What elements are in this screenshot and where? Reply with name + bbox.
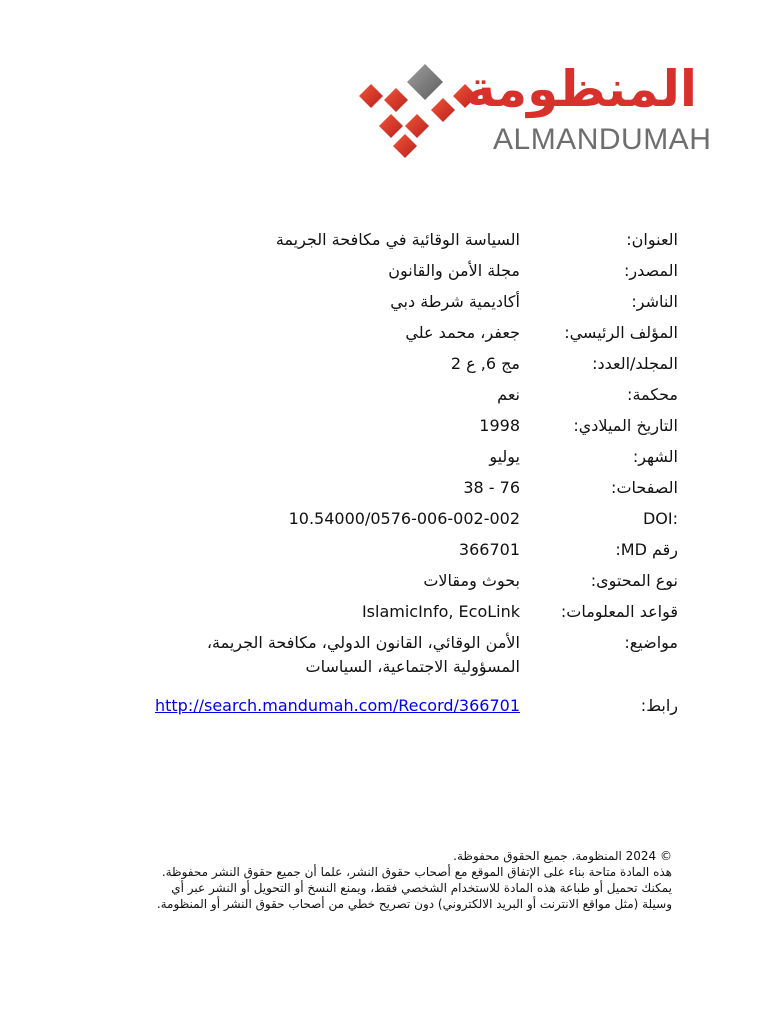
metadata-row-volume-issue <box>100 349 690 380</box>
logo-tile-red <box>431 98 455 122</box>
usage-line: يمكنك تحميل أو طباعة هذه المادة للاستخدام الشخصي فقط، ويمنع النسخ أو التحويل أو النشر عبر أي <box>171 881 672 895</box>
publisher-value: أكاديمية شرطة دبي <box>390 292 520 311</box>
record-metadata <box>100 225 690 722</box>
pages-value: 38 - 76 <box>463 478 520 497</box>
rights-line: هذه المادة متاحة بناء على الإتفاق الموقع مع أصحاب حقوق النشر، علما أن جميع حقوق النشر محفوظة. <box>161 865 672 879</box>
logo-arabic-wordmark: المنظومة <box>465 60 697 118</box>
metadata-row-peer-reviewed <box>100 380 690 411</box>
logo-tile-red <box>359 84 383 108</box>
metadata-row-source <box>100 256 690 287</box>
year-value: 1998 <box>479 416 520 435</box>
metadata-row-pages <box>100 473 690 504</box>
title-value: السياسة الوقائية في مكافحة الجريمة <box>275 230 520 249</box>
title-label: العنوان: <box>626 230 678 249</box>
logo-tile-red <box>405 114 429 138</box>
publisher-label: الناشر: <box>631 292 678 311</box>
year-label: التاريخ الميلادي: <box>573 416 678 435</box>
metadata-row-month <box>100 442 690 473</box>
metadata-row-link <box>100 691 690 722</box>
logo-latin-wordmark: ALMANDUMAH <box>493 123 712 156</box>
record-link[interactable]: http://search.mandumah.com/Record/366701 <box>154 696 520 715</box>
peer-reviewed-value: نعم <box>497 385 520 404</box>
metadata-row-databases <box>100 597 690 628</box>
subjects-line-1: الأمن الوقائي، القانون الدولي، مكافحة الجريمة، <box>206 633 520 652</box>
logo-tile-red <box>379 114 403 138</box>
logo-tile-red <box>384 88 408 112</box>
pages-label: الصفحات: <box>611 478 678 497</box>
metadata-row-year <box>100 411 690 442</box>
logo-tile-grey <box>407 64 443 100</box>
databases-label: قواعد المعلومات: <box>560 602 678 621</box>
restriction-line: وسيلة (مثل مواقع الانترنت أو البريد الالكتروني) دون تصريح خطي من أصحاب حقوق النشر أو المنظومة. <box>156 897 672 911</box>
doi-label: DOI: <box>642 509 678 528</box>
metadata-row-md-number <box>100 535 690 566</box>
logo-diamond-mark <box>355 58 480 163</box>
volume-issue-value: مج 6, ع 2 <box>450 354 520 373</box>
metadata-row-content-type <box>100 566 690 597</box>
volume-issue-label: المجلد/العدد: <box>592 354 678 373</box>
copyright-notice <box>60 848 672 912</box>
subjects-label: مواضيع: <box>624 633 678 652</box>
databases-value: IslamicInfo, EcoLink <box>361 602 520 621</box>
metadata-row-publisher <box>100 287 690 318</box>
copyright-line: © 2024 المنظومة. جميع الحقوق محفوظة. <box>453 849 672 863</box>
month-label: الشهر: <box>632 447 678 466</box>
metadata-row-doi <box>100 504 690 535</box>
subjects-value <box>100 628 520 685</box>
author-label: المؤلف الرئيسي: <box>564 323 678 342</box>
metadata-row-title <box>100 225 690 256</box>
source-label: المصدر: <box>624 261 678 280</box>
md-number-label: رقم MD: <box>615 540 678 559</box>
md-number-value: 366701 <box>458 540 520 559</box>
logo-tile-red <box>393 134 417 158</box>
subjects-line-2: المسؤولية الاجتماعية، السياسات <box>305 657 520 676</box>
source-value: مجلة الأمن والقانون <box>388 261 520 280</box>
doi-value: 10.54000/0576-006-002-002 <box>288 509 520 528</box>
content-type-label: نوع المحتوى: <box>590 571 678 590</box>
author-value: جعفر، محمد علي <box>405 323 520 342</box>
link-label: رابط: <box>640 696 678 715</box>
content-type-value: بحوث ومقالات <box>423 571 520 590</box>
peer-reviewed-label: محكمة: <box>627 385 678 404</box>
almandumah-logo <box>355 58 712 163</box>
metadata-row-author <box>100 318 690 349</box>
month-value: يوليو <box>489 447 520 466</box>
metadata-row-subjects <box>100 628 690 691</box>
